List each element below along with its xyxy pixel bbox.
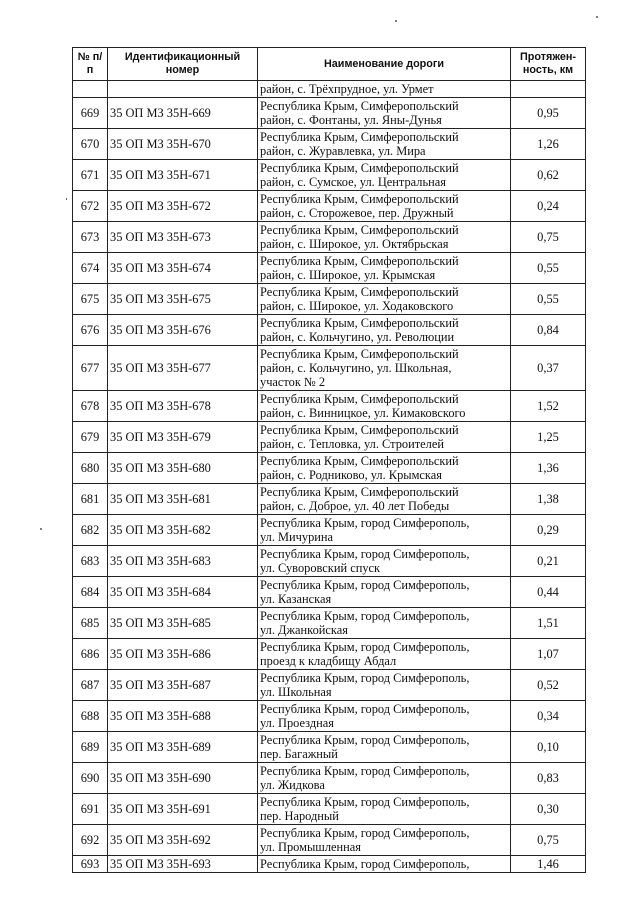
cell-name	[258, 732, 511, 763]
cell-id: 35 ОП МЗ 35Н-678	[108, 391, 258, 422]
cell-num: 682	[73, 515, 108, 546]
table-row	[73, 608, 586, 639]
cell-name	[258, 98, 511, 129]
road-name-line: ул. Казанская	[260, 592, 332, 606]
cell-id: 35 ОП МЗ 35Н-688	[108, 701, 258, 732]
continuation-row	[73, 81, 586, 98]
cell-num: 675	[73, 284, 108, 315]
cell-id: 35 ОП МЗ 35Н-673	[108, 222, 258, 253]
cell-name	[258, 577, 511, 608]
cell-name	[258, 484, 511, 515]
cell-name	[258, 315, 511, 346]
cell-length: 1,51	[511, 608, 586, 639]
cell-name	[258, 639, 511, 670]
roads-table	[72, 47, 586, 873]
road-name-line: пер. Народный	[260, 809, 339, 823]
table-row	[73, 191, 586, 222]
cell-length: 1,36	[511, 453, 586, 484]
cell-id: 35 ОП МЗ 35Н-683	[108, 546, 258, 577]
cell-num: 687	[73, 670, 108, 701]
table-row	[73, 160, 586, 191]
cell-length: 0,30	[511, 794, 586, 825]
cell-id: 35 ОП МЗ 35Н-689	[108, 732, 258, 763]
cell-length: 0,44	[511, 577, 586, 608]
cell-length: 0,84	[511, 315, 586, 346]
table-body	[73, 81, 586, 873]
road-name-line: район, с. Родниково, ул. Крымская	[260, 468, 442, 482]
road-name-line: Республика Крым, Симферопольский	[260, 161, 459, 175]
road-name-line: ул. Проездная	[260, 716, 334, 730]
header-id: Идентификационный номер	[108, 48, 258, 81]
road-name-line: район, с. Сумское, ул. Центральная	[260, 175, 446, 189]
road-name-line: пер. Багажный	[260, 747, 338, 761]
cell-id: 35 ОП МЗ 35Н-676	[108, 315, 258, 346]
cell-num: 683	[73, 546, 108, 577]
cell-name	[258, 670, 511, 701]
header-name: Наименование дороги	[258, 48, 511, 81]
cell-length: 0,24	[511, 191, 586, 222]
road-name-line: Республика Крым, Симферопольский	[260, 316, 459, 330]
cell-id: 35 ОП МЗ 35Н-677	[108, 346, 258, 391]
road-name-line: Республика Крым, город Симферополь,	[260, 578, 470, 592]
road-name-line: Республика Крым, Симферопольский	[260, 254, 459, 268]
cell-num: 679	[73, 422, 108, 453]
cell-name	[258, 391, 511, 422]
scan-speck	[596, 16, 598, 18]
road-name-line: район, с. Тепловка, ул. Строителей	[260, 437, 444, 451]
table-row	[73, 515, 586, 546]
table-row	[73, 422, 586, 453]
cell-id: 35 ОП МЗ 35Н-692	[108, 825, 258, 856]
table-row	[73, 763, 586, 794]
road-name-line: Республика Крым, Симферопольский	[260, 454, 459, 468]
table-row	[73, 639, 586, 670]
road-name-line: ул. Жидкова	[260, 778, 325, 792]
cell-id: 35 ОП МЗ 35Н-684	[108, 577, 258, 608]
cell-length: 0,37	[511, 346, 586, 391]
cell-id	[108, 81, 258, 98]
cell-name	[258, 794, 511, 825]
cell-length: 0,75	[511, 825, 586, 856]
road-name-line: район, с. Сторожевое, пер. Дружный	[260, 206, 454, 220]
cell-num: 686	[73, 639, 108, 670]
cell-id: 35 ОП МЗ 35Н-672	[108, 191, 258, 222]
road-name-line: Республика Крым, Симферопольский	[260, 485, 459, 499]
table-row	[73, 346, 586, 391]
cell-name	[258, 253, 511, 284]
table-row	[73, 315, 586, 346]
cell-num: 684	[73, 577, 108, 608]
cell-num: 671	[73, 160, 108, 191]
cell-id: 35 ОП МЗ 35Н-686	[108, 639, 258, 670]
cell-length: 1,07	[511, 639, 586, 670]
cell-num: 688	[73, 701, 108, 732]
road-name-line: район, с. Широкое, ул. Октябрьская	[260, 237, 449, 251]
cell-num: 677	[73, 346, 108, 391]
cell-id: 35 ОП МЗ 35Н-687	[108, 670, 258, 701]
table-row	[73, 453, 586, 484]
cell-name	[258, 825, 511, 856]
road-name-line: Республика Крым, Симферопольский	[260, 423, 459, 437]
cell-num: 690	[73, 763, 108, 794]
cell-length: 0,75	[511, 222, 586, 253]
table-row	[73, 856, 586, 873]
cell-name	[258, 160, 511, 191]
cell-length: 0,34	[511, 701, 586, 732]
cell-name	[258, 222, 511, 253]
cell-name	[258, 701, 511, 732]
road-name-line: район, с. Винницкое, ул. Кимаковского	[260, 406, 466, 420]
road-name-line: Республика Крым, Симферопольский	[260, 130, 459, 144]
road-name-line: Республика Крым, город Симферополь,	[260, 547, 470, 561]
cell-length: 0,62	[511, 160, 586, 191]
cell-id: 35 ОП МЗ 35Н-690	[108, 763, 258, 794]
table-row	[73, 701, 586, 732]
cell-name	[258, 546, 511, 577]
cell-id: 35 ОП МЗ 35Н-693	[108, 856, 258, 873]
road-name-line: участок № 2	[260, 375, 326, 389]
cell-name	[258, 191, 511, 222]
cell-id: 35 ОП МЗ 35Н-674	[108, 253, 258, 284]
road-name-line: Республика Крым, город Симферополь,	[260, 702, 470, 716]
cell-num	[73, 81, 108, 98]
road-name-line: Республика Крым, город Симферополь,	[260, 733, 470, 747]
road-name-line: Республика Крым, город Симферополь,	[260, 795, 470, 809]
table-row	[73, 253, 586, 284]
road-name-line: Республика Крым, Симферопольский	[260, 192, 459, 206]
cell-id: 35 ОП МЗ 35Н-681	[108, 484, 258, 515]
road-name-line: Республика Крым, город Симферополь,	[260, 609, 470, 623]
road-name-line: Республика Крым, Симферопольский	[260, 392, 459, 406]
road-name-line: Республика Крым, город Симферополь,	[260, 764, 470, 778]
road-name-line: район, с. Широкое, ул. Ходаковского	[260, 299, 454, 313]
table-row	[73, 794, 586, 825]
cell-length: 1,38	[511, 484, 586, 515]
road-name-line: ул. Мичурина	[260, 530, 334, 544]
cell-num: 670	[73, 129, 108, 160]
cell-length: 0,55	[511, 253, 586, 284]
cell-num: 673	[73, 222, 108, 253]
cell-id: 35 ОП МЗ 35Н-669	[108, 98, 258, 129]
table-row	[73, 577, 586, 608]
road-name-line: район, с. Широкое, ул. Крымская	[260, 268, 436, 282]
road-name-line: район, с. Журавлевка, ул. Мира	[260, 144, 426, 158]
table-row	[73, 484, 586, 515]
table-row	[73, 732, 586, 763]
road-name-line: район, с. Фонтаны, ул. Яны-Дунья	[260, 113, 442, 127]
scan-speck	[66, 198, 67, 200]
cell-id: 35 ОП МЗ 35Н-680	[108, 453, 258, 484]
table-row	[73, 825, 586, 856]
table-row	[73, 129, 586, 160]
road-name-line: Республика Крым, город Симферополь,	[260, 857, 470, 871]
cell-length: 0,10	[511, 732, 586, 763]
cell-name	[258, 856, 511, 873]
cell-length: 0,95	[511, 98, 586, 129]
cell-length: 0,83	[511, 763, 586, 794]
header-num: № п/п	[73, 48, 108, 81]
road-name-line: Республика Крым, город Симферополь,	[260, 671, 470, 685]
cell-num: 678	[73, 391, 108, 422]
cell-length: 0,29	[511, 515, 586, 546]
cell-id: 35 ОП МЗ 35Н-682	[108, 515, 258, 546]
scan-speck	[395, 20, 397, 22]
cell-length	[511, 81, 586, 98]
road-name-line: район, с. Кольчугино, ул. Революции	[260, 330, 455, 344]
cell-name: район, с. Трёхпрудное, ул. Урмет	[258, 81, 511, 98]
cell-name	[258, 129, 511, 160]
cell-id: 35 ОП МЗ 35Н-675	[108, 284, 258, 315]
cell-num: 680	[73, 453, 108, 484]
table-row	[73, 222, 586, 253]
cell-num: 693	[73, 856, 108, 873]
table-row	[73, 98, 586, 129]
table-header-row	[73, 48, 586, 81]
cell-id: 35 ОП МЗ 35Н-679	[108, 422, 258, 453]
road-name-line: Республика Крым, Симферопольский	[260, 99, 459, 113]
road-name-line: ул. Джанкойская	[260, 623, 348, 637]
road-name-line: Республика Крым, Симферопольский	[260, 347, 459, 361]
cell-num: 672	[73, 191, 108, 222]
road-name-line: район, с. Кольчугино, ул. Школьная,	[260, 361, 452, 375]
cell-name	[258, 346, 511, 391]
cell-num: 685	[73, 608, 108, 639]
cell-length: 1,46	[511, 856, 586, 873]
cell-num: 674	[73, 253, 108, 284]
road-name-line: Республика Крым, город Симферополь,	[260, 826, 470, 840]
table-row	[73, 546, 586, 577]
cell-length: 1,26	[511, 129, 586, 160]
road-name-line: Республика Крым, город Симферополь,	[260, 640, 470, 654]
cell-length: 0,21	[511, 546, 586, 577]
road-name-line: ул. Школьная	[260, 685, 332, 699]
cell-id: 35 ОП МЗ 35Н-685	[108, 608, 258, 639]
road-name-line: Республика Крым, город Симферополь,	[260, 516, 470, 530]
cell-num: 692	[73, 825, 108, 856]
cell-name	[258, 453, 511, 484]
cell-num: 669	[73, 98, 108, 129]
road-name-line: район, с. Доброе, ул. 40 лет Победы	[260, 499, 450, 513]
table-row	[73, 670, 586, 701]
cell-name	[258, 608, 511, 639]
cell-length: 1,25	[511, 422, 586, 453]
cell-name	[258, 763, 511, 794]
road-name-line: Республика Крым, Симферопольский	[260, 285, 459, 299]
cell-id: 35 ОП МЗ 35Н-671	[108, 160, 258, 191]
cell-length: 0,52	[511, 670, 586, 701]
cell-length: 0,55	[511, 284, 586, 315]
header-length: Протяжен-ность, км	[511, 48, 586, 81]
cell-id: 35 ОП МЗ 35Н-670	[108, 129, 258, 160]
road-name-line: Республика Крым, Симферопольский	[260, 223, 459, 237]
road-name-line: ул. Промышленная	[260, 840, 361, 854]
cell-num: 676	[73, 315, 108, 346]
cell-length: 1,52	[511, 391, 586, 422]
cell-num: 691	[73, 794, 108, 825]
table-row	[73, 284, 586, 315]
cell-name	[258, 284, 511, 315]
cell-id: 35 ОП МЗ 35Н-691	[108, 794, 258, 825]
road-name-line: проезд к кладбищу Абдал	[260, 654, 397, 668]
cell-name	[258, 515, 511, 546]
cell-name	[258, 422, 511, 453]
cell-num: 681	[73, 484, 108, 515]
scan-speck	[40, 528, 42, 530]
road-name-line: ул. Суворовский спуск	[260, 561, 381, 575]
table-row	[73, 391, 586, 422]
cell-num: 689	[73, 732, 108, 763]
